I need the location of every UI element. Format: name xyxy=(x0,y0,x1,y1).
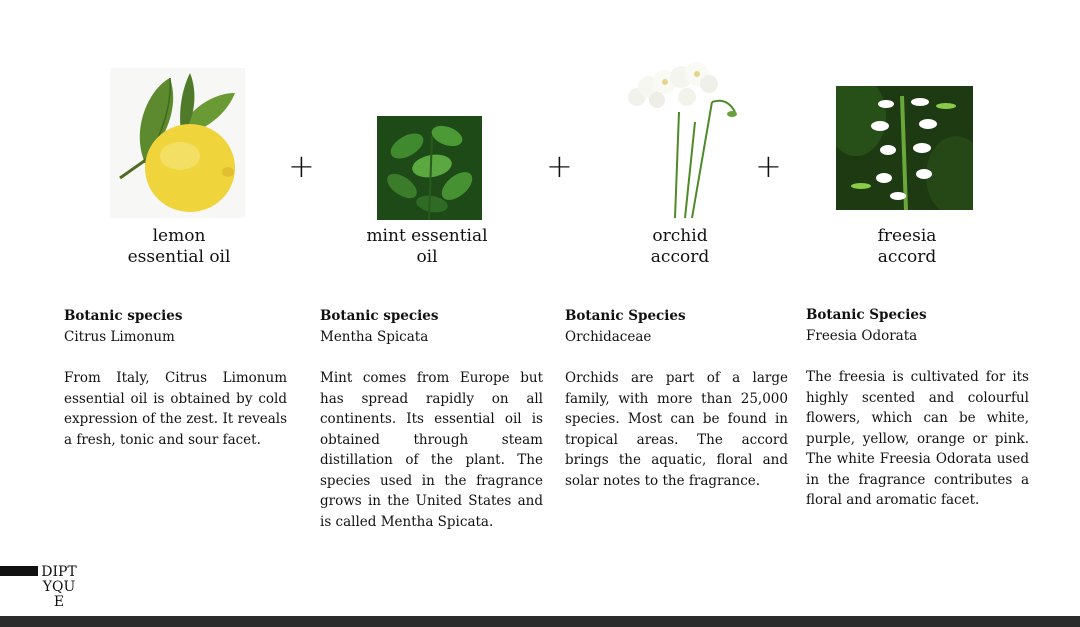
svg-text:E: E xyxy=(53,594,65,610)
species-name: Orchidaceae xyxy=(565,328,652,345)
lemon-image xyxy=(110,68,245,218)
ingredient-description: The freesia is cultivated for its highly scented and colourful flowers, which can be white, purple, yellow, orange or pink. The white Freesia Odorata used in the fragrance contributes a floral and aromatic facet. xyxy=(806,369,1029,508)
species-name: Citrus Limonum xyxy=(64,328,175,345)
orchid-image xyxy=(617,42,745,218)
diptyque-logo xyxy=(0,560,84,614)
ingredient-info-1 xyxy=(64,306,287,450)
ingredient-description: Mint comes from Europe but has spread rapidly on all continents. Its essential oil is obtained through steam distillation of the plant. The species used in the fragrance grows in the United States and is called Mentha Spicata. xyxy=(320,370,543,530)
species-label: Botanic species xyxy=(320,308,439,324)
freesia-image xyxy=(836,86,973,210)
plus-separator-2: + xyxy=(546,147,573,185)
species-label: Botanic species xyxy=(64,308,183,324)
mint-image xyxy=(377,116,482,220)
svg-text:DIPT: DIPT xyxy=(41,564,77,580)
ingredient-description: Orchids are part of a large family, with more than 25,000 species. Most can be found in tropical areas. The accord brings the aquatic, floral and solar notes to the fragrance. xyxy=(565,370,788,489)
ingredient-info-2 xyxy=(320,306,543,532)
svg-text:YQU: YQU xyxy=(42,579,76,595)
species-name: Mentha Spicata xyxy=(320,328,429,345)
ingredient-info-4 xyxy=(806,305,1029,511)
ingredient-name-4: freesia accord xyxy=(877,226,937,267)
bottom-bar xyxy=(0,616,1080,627)
ingredient-info-3 xyxy=(565,306,788,491)
ingredient-name-3: orchid accord xyxy=(650,226,710,267)
ingredient-name-2: mint essential oil xyxy=(366,226,488,267)
species-name: Freesia Odorata xyxy=(806,327,918,344)
species-label: Botanic Species xyxy=(806,307,927,323)
plus-separator-3: + xyxy=(755,147,782,185)
ingredient-description: From Italy, Citrus Limonum essential oil is obtained by cold expression of the zest. It reveals a fresh, tonic and sour facet. xyxy=(64,370,287,448)
plus-separator-1: + xyxy=(288,147,315,185)
ingredient-name-1: lemon essential oil xyxy=(127,226,231,267)
species-label: Botanic Species xyxy=(565,308,686,324)
